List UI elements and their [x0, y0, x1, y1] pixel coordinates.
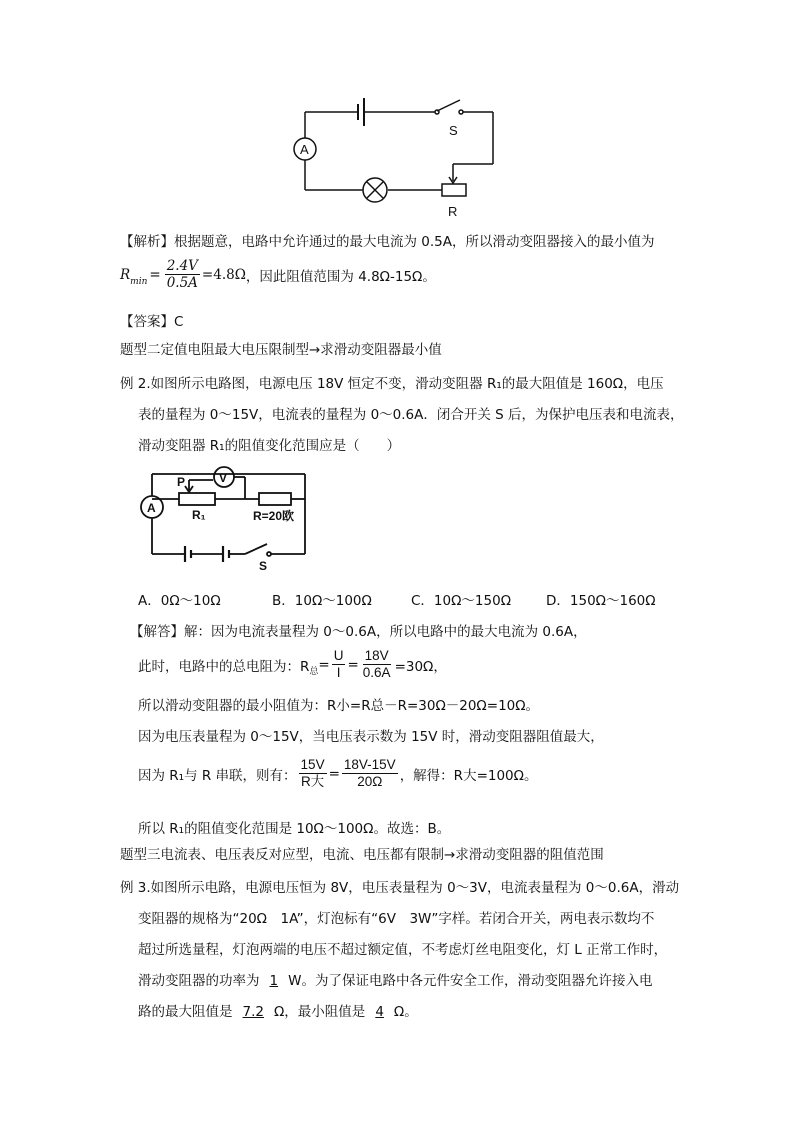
switch-label-2: S: [259, 559, 268, 573]
r-label: R=20欧: [253, 509, 295, 523]
formula-r: R: [120, 266, 131, 283]
solution-2-line-1: 【解答】解：因为电流表量程为 0～0.6A，所以电路中的最大电流为 0.6A，: [130, 624, 587, 640]
type-2-heading: 题型二定值电阻最大电压限制型→求滑动变阻器最小值: [120, 342, 442, 358]
solution-2-line-3: 所以滑动变阻器的最小阻值为：R小=R总－R=30Ω－20Ω=10Ω。: [138, 698, 540, 714]
ammeter-label: A: [300, 142, 309, 157]
example-3-line-1: 例 3.如图所示电路，电源电压恒为 8V，电压表量程为 0～3V，电流表量程为 0～0.6A，滑动: [120, 880, 680, 896]
slider-label: P: [177, 475, 186, 489]
example-3-line-4: 滑动变阻器的功率为 1 W。为了保证电路中各元件安全工作，滑动变阻器允许接入电: [138, 973, 653, 989]
example-3-line-3: 超过所选量程，灯泡两端的电压不超过额定值，不考虑灯丝电阻变化，灯 L 正常工作时，: [138, 942, 668, 958]
example-2-line-1: 例 2.如图所示电路图，电源电压 18V 恒定不变，滑动变阻器 R₁的最大阻值是 160Ω，电压: [120, 376, 664, 392]
option-a: A．0Ω～10Ω: [138, 593, 221, 609]
formula-sub: min: [130, 277, 148, 287]
formula-result: =4.8Ω: [201, 266, 246, 283]
example-2-line-2: 表的量程为 0～15V，电流表的量程为 0～0.6A．闭合开关 S 后，为保护电压表和电流表，: [138, 407, 684, 423]
analysis-1-line: [120, 230, 655, 250]
option-d: D．150Ω～160Ω: [546, 593, 656, 609]
ammeter-label-2: A: [147, 501, 156, 515]
switch-label: S: [449, 123, 458, 138]
example-3-line-5: 路的最大阻值是 7.2 Ω，最小阻值是 4 Ω。: [138, 1004, 418, 1020]
option-c: C．10Ω～150Ω: [411, 593, 512, 609]
solution-2-line-5: 因为 R₁与 R 串联，则有： $\frac{15V}{\text{R大}}$ = $\frac{18V-15V}{20\Omega}$ ，解得：R大=100Ω。: [138, 757, 538, 789]
blank-max: 7.2: [242, 1004, 264, 1020]
analysis-tag: 【解析】: [120, 234, 174, 250]
analysis-1-formula: R $_{min}$ = $\frac{2.4V}{0.5A}$ =4.8Ω ，因此阻值范围为 4.8Ω-15Ω。: [120, 258, 436, 291]
blank-power: 1: [269, 973, 279, 989]
answer-1: 【答案】C: [120, 314, 184, 330]
circuit-figure-2: [135, 462, 325, 577]
solution-2-line-4: 因为电压表量程为 0～15V，当电压表示数为 15V 时，滑动变阻器阻值最大，: [138, 729, 604, 745]
analysis-text: 根据题意，电路中允许通过的最大电流为 0.5A，所以滑动变阻器接入的最小值为: [174, 234, 655, 250]
option-b: B．10Ω～100Ω: [272, 593, 372, 609]
circuit-figure-1: [285, 92, 505, 222]
solution-2-line-2: 此时，电路中的总电阻为：R $_总$ = $\frac{U}{I}$ = $\frac{18V}{0.6A}$ =30Ω，: [138, 648, 447, 680]
example-3-line-2: 变阻器的规格为“20Ω 1A”，灯泡标有“6V 3W”字样。若闭合开关，两电表示数均不: [138, 911, 655, 927]
r1-label: R₁: [192, 508, 206, 522]
example-2-line-3: 滑动变阻器 R₁的阻值变化范围应是（ ）: [138, 438, 401, 454]
type-3-heading: 题型三电流表、电压表反对应型，电流、电压都有限制→求滑动变阻器的阻值范围: [120, 847, 604, 863]
resistor-label: R: [448, 204, 458, 219]
formula-fraction: $\frac{2.4V}{0.5A}$: [166, 258, 198, 291]
blank-min: 4: [375, 1004, 384, 1020]
voltmeter-label: V: [219, 471, 228, 485]
solution-2-line-6: 所以 R₁的阻值变化范围是 10Ω～100Ω。故选：B。: [138, 821, 451, 837]
analysis-tail: ，因此阻值范围为 4.8Ω-15Ω。: [245, 268, 436, 285]
